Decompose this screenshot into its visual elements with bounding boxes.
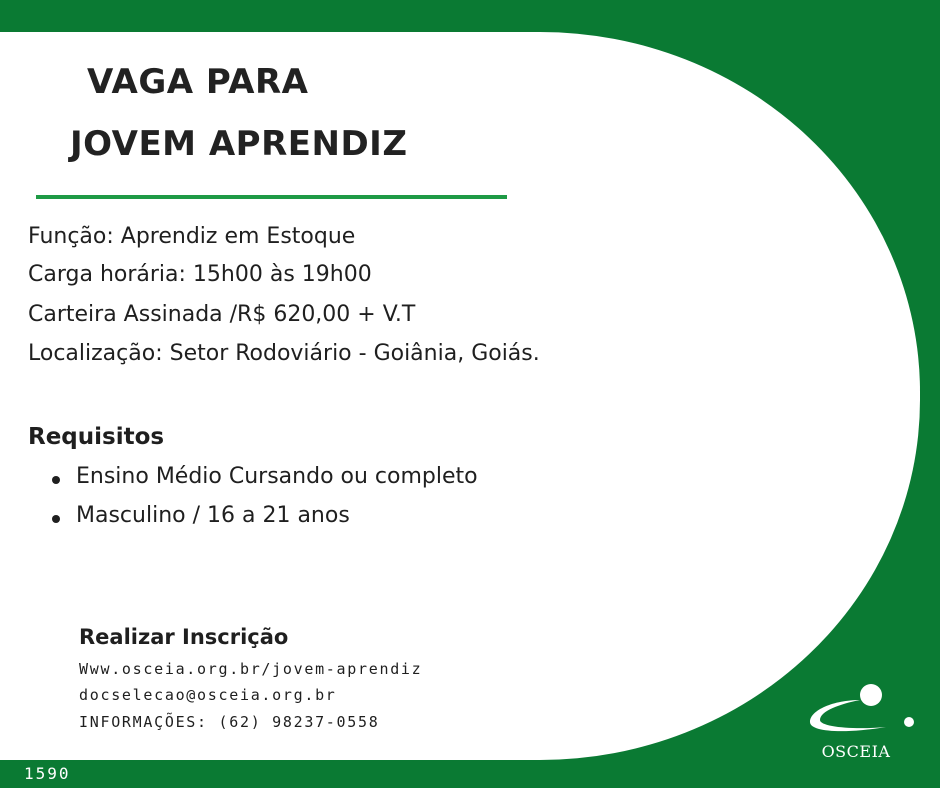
bullet-icon: [52, 476, 60, 484]
work-hours: Carga horária: 15h00 às 19h00: [28, 262, 372, 287]
logo-text: OSCEIA: [821, 742, 891, 761]
requirement-text: Masculino / 16 a 21 anos: [76, 503, 350, 528]
location-info: Localização: Setor Rodoviário - Goiânia, Goiás.: [28, 341, 540, 366]
requirement-item: [52, 503, 478, 542]
requirements-heading: Requisitos: [28, 424, 165, 450]
email-link[interactable]: docselecao@osceia.org.br: [79, 686, 337, 704]
requirement-item: [52, 464, 478, 503]
page-title-line2: JOVEM APRENDIZ: [70, 124, 408, 164]
osceia-logo: [804, 680, 920, 766]
page-title-line1: VAGA PARA: [87, 62, 309, 102]
bullet-icon: [52, 515, 60, 523]
footer-number: 1590: [24, 764, 71, 783]
application-heading: Realizar Inscrição: [79, 625, 289, 649]
salary-info: Carteira Assinada /R$ 620,00 + V.T: [28, 302, 416, 327]
logo-mark-icon: [804, 680, 920, 742]
requirements-list: [52, 464, 478, 542]
title-divider: [36, 195, 507, 199]
phone-info: INFORMAÇÕES: (62) 98237-0558: [79, 713, 380, 731]
job-function: Função: Aprendiz em Estoque: [28, 224, 356, 249]
website-link[interactable]: Www.osceia.org.br/jovem-aprendiz: [79, 660, 423, 678]
requirement-text: Ensino Médio Cursando ou completo: [76, 464, 478, 489]
